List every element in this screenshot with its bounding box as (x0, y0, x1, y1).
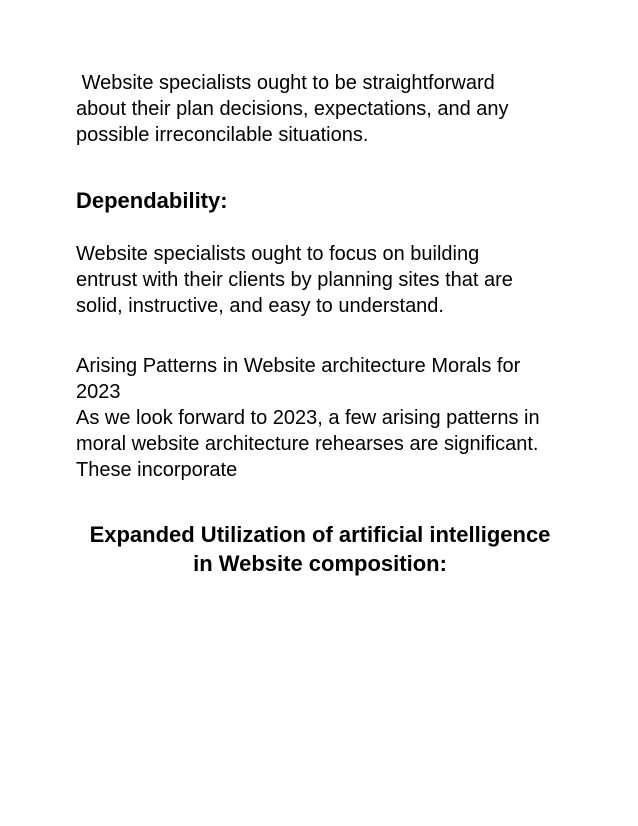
trends-paragraph: Arising Patterns in Website architecture Morals for 2023 As we look forward to 2023, a few arising patterns in moral website architecture rehearses are significant. These incorporate (76, 355, 540, 481)
ai-heading-line1: Expanded Utilization of artificial intelligence (89, 522, 551, 547)
intro-paragraph: Website specialists ought to be straightforward about their plan decisions, expectations, and any possible irreconcilable situations. (76, 72, 509, 146)
ai-heading-line2: in Website composition: (193, 551, 447, 576)
dependability-paragraph: Website specialists ought to focus on building entrust with their clients by planning sites that are solid, instructive, and easy to understand. (76, 243, 513, 317)
ai-section-heading (60, 520, 580, 578)
dependability-heading: Dependability: (76, 188, 228, 213)
